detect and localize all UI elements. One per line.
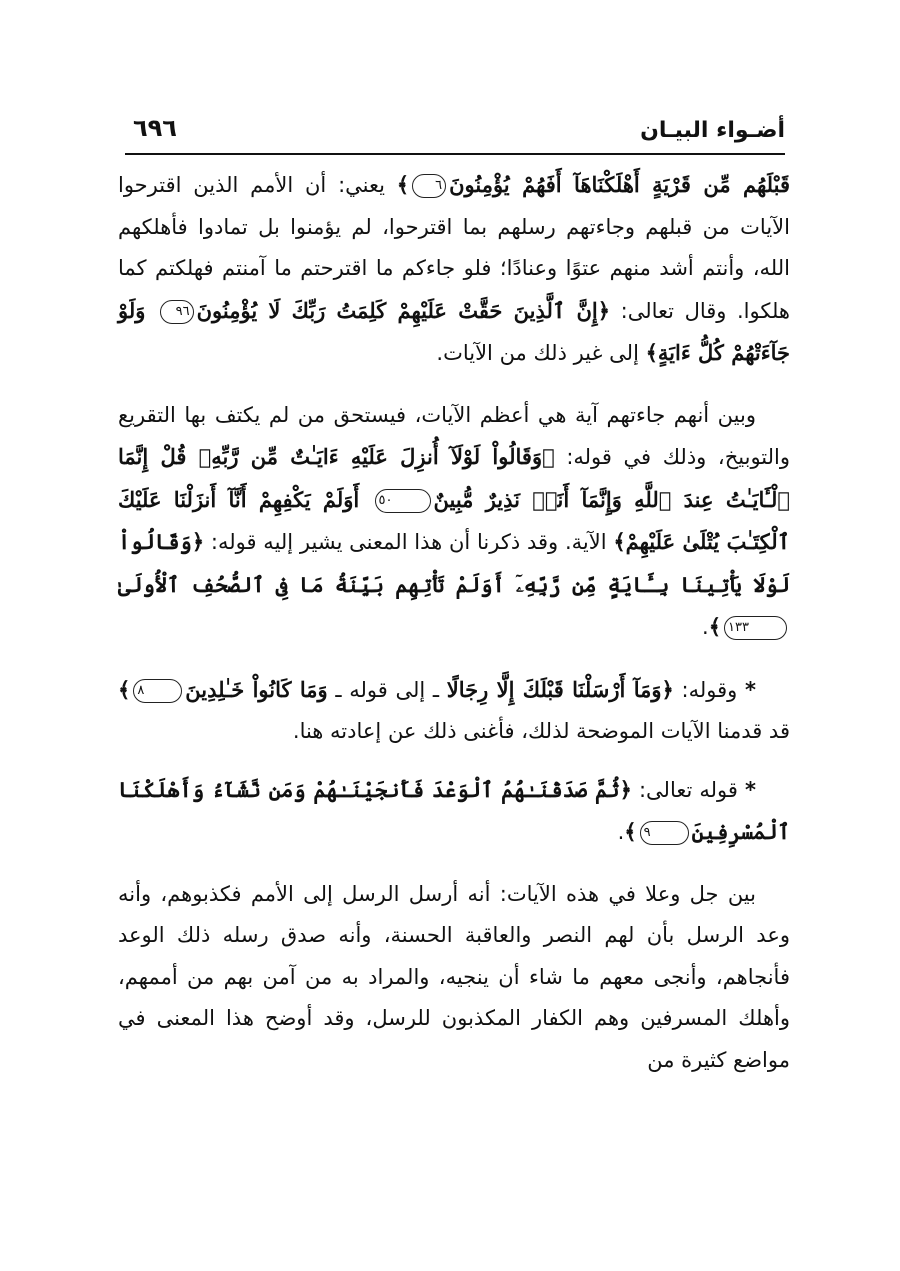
quran-verse-text: إِنَّ ٱلَّذِينَ حَقَّتْ عَلَيْهِمْ كَلِمَتُ رَبِّكَ لَا يُؤْمِنُونَ	[196, 297, 598, 323]
quran-bracket: ﴿	[191, 529, 205, 554]
quran-verse-text: وَقَالُواْ لَوْلَا يَأْتِينَا بِـَٔايَةٍ مِّن رَّبِّهِۦٓ أَوَلَمْ تَأْتِهِم بَيِّنَةُ مَا فِى ٱلصُّحُفِ ٱلْأُولَىٰ	[118, 529, 790, 597]
quran-bracket: ﴿	[661, 676, 674, 702]
ayah-number-marker: ٩٦	[160, 300, 194, 324]
quran-verse-text: وَمَآ أَرْسَلْنَا قَبْلَكَ إِلَّا رِجَالًا	[446, 676, 662, 702]
running-title: أضـواء البيـان	[640, 118, 785, 143]
ayah-number-marker: ٥٠	[375, 489, 431, 513]
quran-bracket: ﴿	[597, 297, 611, 323]
quran-bracket: ﴾	[396, 172, 410, 197]
quran-bracket: ﴿	[619, 776, 632, 802]
quran-verse-text: ثُمَّ صَدَقْنَـٰهُمُ ٱلْوَعْدَ فَأَنجَيْنَـٰهُمْ وَمَن نَّشَآءُ وَأَهْلَكْنَا ٱلْمُسْرِفِينَ	[118, 776, 790, 844]
quran-bracket: ﴾	[613, 529, 626, 554]
ayah-number-marker: ٨	[133, 679, 182, 703]
ayah-number-marker: ٦	[412, 174, 446, 198]
ayah-number-marker: ٩	[640, 821, 689, 845]
body-text-run: يعني: أن الأمم الذين اقترحوا الآيات من قبلهم وجاءتهم رسلهم بما اقترحوا، لم يؤمنوا بل تمادوا فأهلكهم الله، وأنتم أشد منهم عتوًا وعنادًا؛ فلو جاءكم ما اقترحتم ما آمنتم فهلكتم كما هلكوا. وقال تعالى:	[118, 173, 790, 323]
quran-bracket: ﴿	[542, 444, 555, 469]
body-text-run: وبين أنهم جاءتهم آية هي أعظم الآيات، فيستحق من لم يكتف بها التقريع والتوبيخ، وذلك في قوله:	[118, 402, 791, 469]
paragraph-3	[118, 669, 790, 753]
section-star-marker: *	[745, 777, 757, 802]
quran-bracket: ﴾	[118, 676, 131, 702]
quran-bracket: ﴾	[645, 340, 658, 365]
page-body	[118, 164, 790, 1081]
section-star-marker: *	[745, 677, 756, 702]
quran-verse-text: وَقَالُواْ لَوْلَآ أُنزِلَ عَلَيْهِ ءَايَـٰتٌ مِّن رَّبِّهِۦ قُلْ إِنَّمَا ٱلْـَٔايَـٰتُ عِندَ ٱللَّهِ وَإِنَّمَآ أَنَا۠ نَذِيرٌ مُّبِينٌ	[118, 444, 791, 512]
body-text-run: قد قدمنا الآيات الموضحة لذلك، فأغنى ذلك عن إعادته هنا.	[292, 719, 790, 743]
body-text-run: .	[617, 820, 625, 844]
page-number: ٦٩٦	[133, 114, 177, 142]
quran-bracket: ﴾	[624, 819, 637, 844]
ayah-number-marker: ١٣٣	[724, 616, 787, 640]
header-divider	[125, 153, 785, 155]
body-text-run: ـ إلى قوله ـ	[327, 677, 447, 702]
quran-verse-text: وَلَوْ جَآءَتْهُمْ كُلُّ ءَايَةٍ	[118, 297, 790, 365]
quran-bracket: ﴾	[708, 614, 722, 639]
body-text-run: بين جل وعلا في هذه الآيات: أنه أرسل الرسل إلى الأمم فكذبوهم، وأنه وعد الرسل بأن لهم النصر والعاقبة الحسنة، وأنه صدق رسله ذلك الوعد فأنجاهم، وأنجى معهم ما شاء أن ينجيه، والمراد به من آمن بهم من أممهم، وأهلك المسرفين وهم الكفار المكذبون للرسل، وقد أوضح هذا المعنى في مواضع كثيرة من	[118, 881, 790, 1072]
paragraph-4	[118, 769, 790, 854]
quran-verse-text: أَوَلَمْ يَكْفِهِمْ أَنَّآ أَنزَلْنَا عَلَيْكَ ٱلْكِتَـٰبَ يُتْلَىٰ عَلَيْهِمْ	[118, 486, 790, 554]
body-text-run: الآية. وقد ذكرنا أن هذا المعنى يشير إليه قوله:	[204, 530, 614, 554]
quran-verse-text: قَبْلَهُم مِّن قَرْيَةٍ أَهْلَكْنَاهَآ أَفَهُمْ يُؤْمِنُونَ	[449, 172, 791, 197]
body-text-run: إلى غير ذلك من الآيات.	[436, 341, 646, 365]
paragraph-1	[118, 164, 790, 375]
body-text-run: قوله تعالى:	[631, 777, 746, 802]
paragraph-2	[118, 395, 790, 649]
body-text-run: .	[702, 615, 709, 639]
body-text-run: وقوله:	[673, 677, 745, 702]
page-header	[125, 112, 785, 150]
quran-verse-text: وَمَا كَانُواْ خَـٰلِدِينَ	[185, 676, 328, 702]
paragraph-5	[118, 874, 790, 1082]
